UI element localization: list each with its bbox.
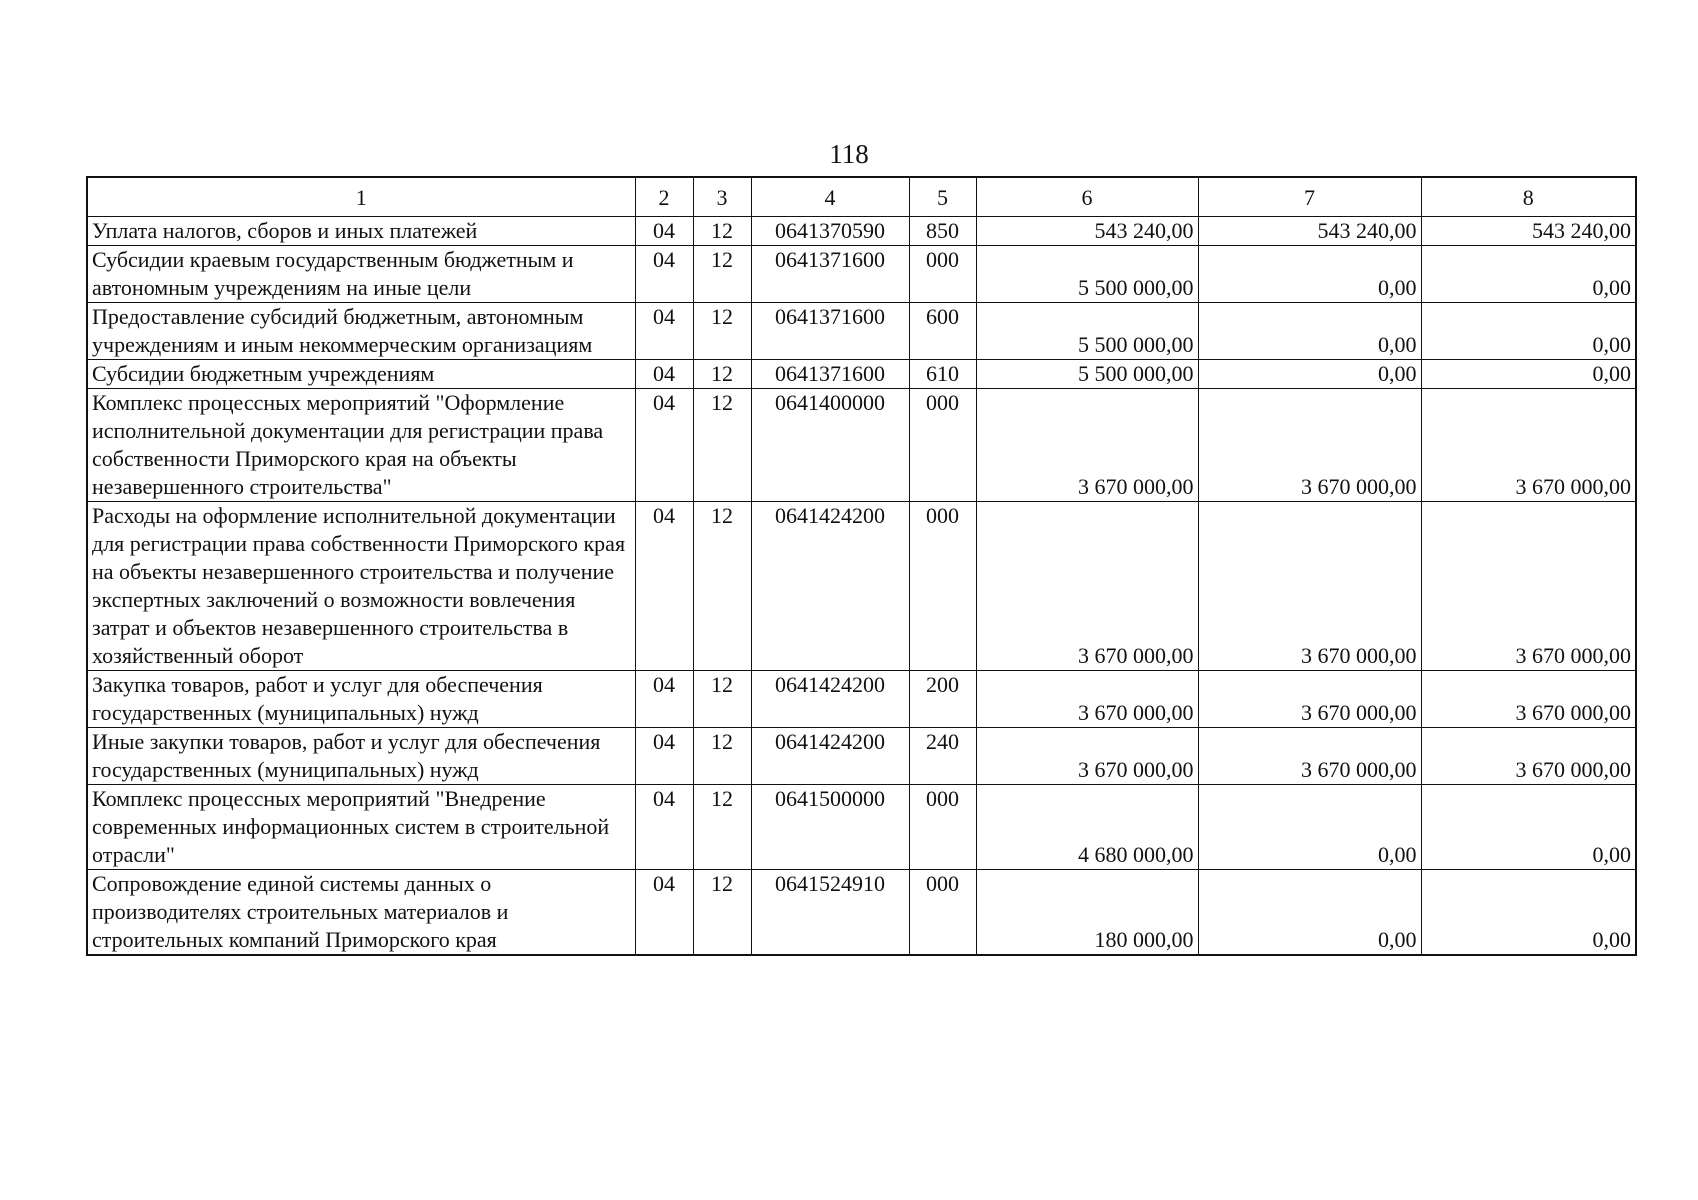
subsection-code: 12 [693,303,751,360]
target-article-code: 0641370590 [751,217,909,246]
target-article-code: 0641424200 [751,502,909,671]
section-code: 04 [635,671,693,728]
section-code: 04 [635,246,693,303]
row-name: Иные закупки товаров, работ и услуг для обеспечения государственных (муниципальных) нужд [87,728,635,785]
column-header: 4 [751,177,909,217]
section-code: 04 [635,360,693,389]
table-row [87,360,1636,389]
amount-col6: 4 680 000,00 [976,785,1198,870]
column-header: 6 [976,177,1198,217]
expense-type-code: 000 [909,870,976,956]
table-row [87,728,1636,785]
target-article-code: 0641424200 [751,671,909,728]
amount-col6: 3 670 000,00 [976,502,1198,671]
expense-type-code: 600 [909,303,976,360]
amount-col7: 0,00 [1198,246,1421,303]
target-article-code: 0641400000 [751,389,909,502]
amount-col7: 0,00 [1198,303,1421,360]
amount-col6: 3 670 000,00 [976,389,1198,502]
table-row [87,671,1636,728]
amount-col8: 0,00 [1421,246,1636,303]
table-header-row [87,177,1636,217]
column-header: 5 [909,177,976,217]
table-row [87,246,1636,303]
table-row [87,870,1636,956]
target-article-code: 0641500000 [751,785,909,870]
row-name: Уплата налогов, сборов и иных платежей [87,217,635,246]
amount-col6: 543 240,00 [976,217,1198,246]
page-number: 118 [829,139,869,169]
amount-col6: 5 500 000,00 [976,246,1198,303]
amount-col7: 3 670 000,00 [1198,728,1421,785]
expense-type-code: 000 [909,246,976,303]
section-code: 04 [635,870,693,956]
table-row [87,389,1636,502]
amount-col8: 543 240,00 [1421,217,1636,246]
budget-table [86,176,1637,956]
target-article-code: 0641371600 [751,246,909,303]
amount-col6: 3 670 000,00 [976,728,1198,785]
expense-type-code: 000 [909,502,976,671]
amount-col6: 5 500 000,00 [976,360,1198,389]
amount-col8: 3 670 000,00 [1421,671,1636,728]
amount-col7: 0,00 [1198,360,1421,389]
amount-col8: 0,00 [1421,360,1636,389]
subsection-code: 12 [693,728,751,785]
column-header: 1 [87,177,635,217]
subsection-code: 12 [693,671,751,728]
amount-col7: 3 670 000,00 [1198,389,1421,502]
amount-col7: 0,00 [1198,870,1421,956]
row-name: Предоставление субсидий бюджетным, автономным учреждениям и иным некоммерческим организациям [87,303,635,360]
target-article-code: 0641524910 [751,870,909,956]
row-name: Расходы на оформление исполнительной документации для регистрации права собственности Приморского края на объекты незавершенного строительства и получение экспертных заключений о возможности вовлечения затрат и объектов незавершенного строительства в хозяйственный оборот [87,502,635,671]
table-row [87,785,1636,870]
table-row [87,217,1636,246]
target-article-code: 0641371600 [751,360,909,389]
section-code: 04 [635,217,693,246]
expense-type-code: 850 [909,217,976,246]
amount-col7: 543 240,00 [1198,217,1421,246]
section-code: 04 [635,303,693,360]
amount-col8: 0,00 [1421,870,1636,956]
amount-col6: 180 000,00 [976,870,1198,956]
expense-type-code: 610 [909,360,976,389]
expense-type-code: 200 [909,671,976,728]
subsection-code: 12 [693,360,751,389]
row-name: Закупка товаров, работ и услуг для обеспечения государственных (муниципальных) нужд [87,671,635,728]
subsection-code: 12 [693,870,751,956]
amount-col8: 3 670 000,00 [1421,389,1636,502]
table-row [87,303,1636,360]
target-article-code: 0641424200 [751,728,909,785]
target-article-code: 0641371600 [751,303,909,360]
section-code: 04 [635,728,693,785]
section-code: 04 [635,785,693,870]
row-name: Субсидии краевым государственным бюджетным и автономным учреждениям на иные цели [87,246,635,303]
column-header: 8 [1421,177,1636,217]
amount-col8: 3 670 000,00 [1421,502,1636,671]
column-header: 2 [635,177,693,217]
subsection-code: 12 [693,502,751,671]
column-header: 7 [1198,177,1421,217]
amount-col7: 3 670 000,00 [1198,671,1421,728]
amount-col7: 0,00 [1198,785,1421,870]
amount-col6: 3 670 000,00 [976,671,1198,728]
section-code: 04 [635,389,693,502]
table-row [87,502,1636,671]
amount-col7: 3 670 000,00 [1198,502,1421,671]
subsection-code: 12 [693,246,751,303]
expense-type-code: 000 [909,389,976,502]
subsection-code: 12 [693,389,751,502]
expense-type-code: 240 [909,728,976,785]
amount-col8: 0,00 [1421,785,1636,870]
row-name: Субсидии бюджетным учреждениям [87,360,635,389]
amount-col8: 0,00 [1421,303,1636,360]
column-header: 3 [693,177,751,217]
subsection-code: 12 [693,217,751,246]
row-name: Комплекс процессных мероприятий "Внедрение современных информационных систем в строительной отрасли" [87,785,635,870]
amount-col8: 3 670 000,00 [1421,728,1636,785]
subsection-code: 12 [693,785,751,870]
amount-col6: 5 500 000,00 [976,303,1198,360]
row-name: Комплекс процессных мероприятий "Оформление исполнительной документации для регистрации права собственности Приморского края на объекты незавершенного строительства" [87,389,635,502]
expense-type-code: 000 [909,785,976,870]
row-name: Сопровождение единой системы данных о производителях строительных материалов и строительных компаний Приморского края [87,870,635,956]
section-code: 04 [635,502,693,671]
